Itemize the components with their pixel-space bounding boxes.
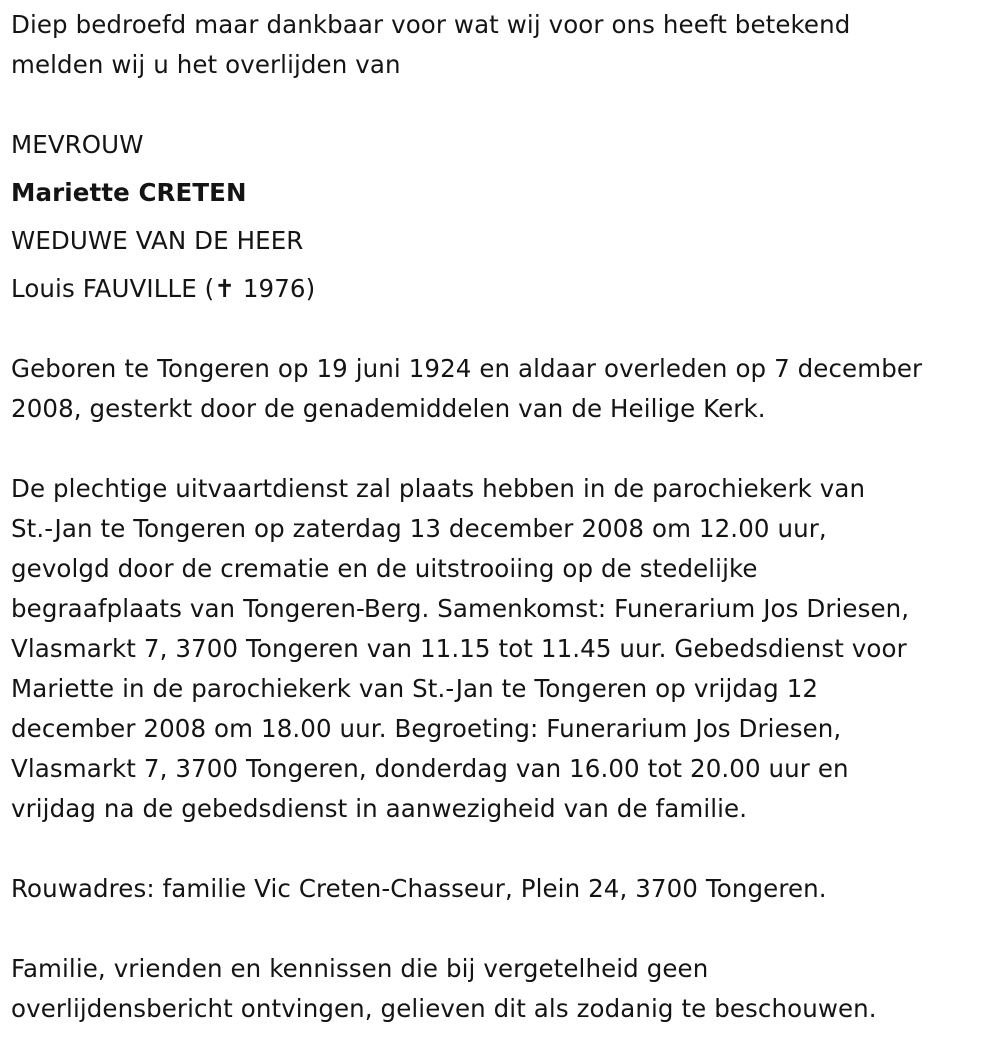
mourning-address: Rouwadres: familie Vic Creten-Chasseur, Plein 24, 3700 Tongeren. bbox=[11, 874, 827, 903]
intro-line-2: melden wij u het overlijden van bbox=[11, 50, 401, 79]
funeral-line-9: vrijdag na de gebedsdienst in aanwezigheid van de familie. bbox=[11, 794, 748, 823]
funeral-line-7: december 2008 om 18.00 uur. Begroeting: Funerarium Jos Driesen, bbox=[11, 714, 842, 743]
funeral-line-2: St.-Jan te Tongeren op zaterdag 13 december 2008 om 12.00 uur, bbox=[11, 514, 827, 543]
deceased-spouse: Louis FAUVILLE (✝ 1976) bbox=[11, 274, 316, 303]
intro-line-1: Diep bedroefd maar dankbaar voor wat wij voor ons heeft betekend bbox=[11, 10, 851, 39]
funeral-line-8: Vlasmarkt 7, 3700 Tongeren, donderdag van 16.00 tot 20.00 uur en bbox=[11, 754, 849, 783]
deceased-relation: WEDUWE VAN DE HEER bbox=[11, 226, 304, 255]
closing-line-1: Familie, vrienden en kennissen die bij vergetelheid geen bbox=[11, 954, 709, 983]
closing-line-2: overlijdensbericht ontvingen, gelieven dit als zodanig te beschouwen. bbox=[11, 994, 877, 1023]
funeral-line-4: begraafplaats van Tongeren-Berg. Samenkomst: Funerarium Jos Driesen, bbox=[11, 594, 910, 623]
deceased-title: MEVROUW bbox=[11, 130, 144, 159]
birth-death-line-2: 2008, gesterkt door de genademiddelen van de Heilige Kerk. bbox=[11, 394, 766, 423]
funeral-line-6: Mariette in de parochiekerk van St.-Jan te Tongeren op vrijdag 12 bbox=[11, 674, 819, 703]
funeral-line-3: gevolgd door de crematie en de uitstrooiing op de stedelijke bbox=[11, 554, 758, 583]
funeral-line-1: De plechtige uitvaartdienst zal plaats hebben in de parochiekerk van bbox=[11, 474, 866, 503]
birth-death-line-1: Geboren te Tongeren op 19 juni 1924 en aldaar overleden op 7 december bbox=[11, 354, 923, 383]
funeral-line-5: Vlasmarkt 7, 3700 Tongeren van 11.15 tot 11.45 uur. Gebedsdienst voor bbox=[11, 634, 907, 663]
deceased-name: Mariette CRETEN bbox=[11, 178, 247, 207]
